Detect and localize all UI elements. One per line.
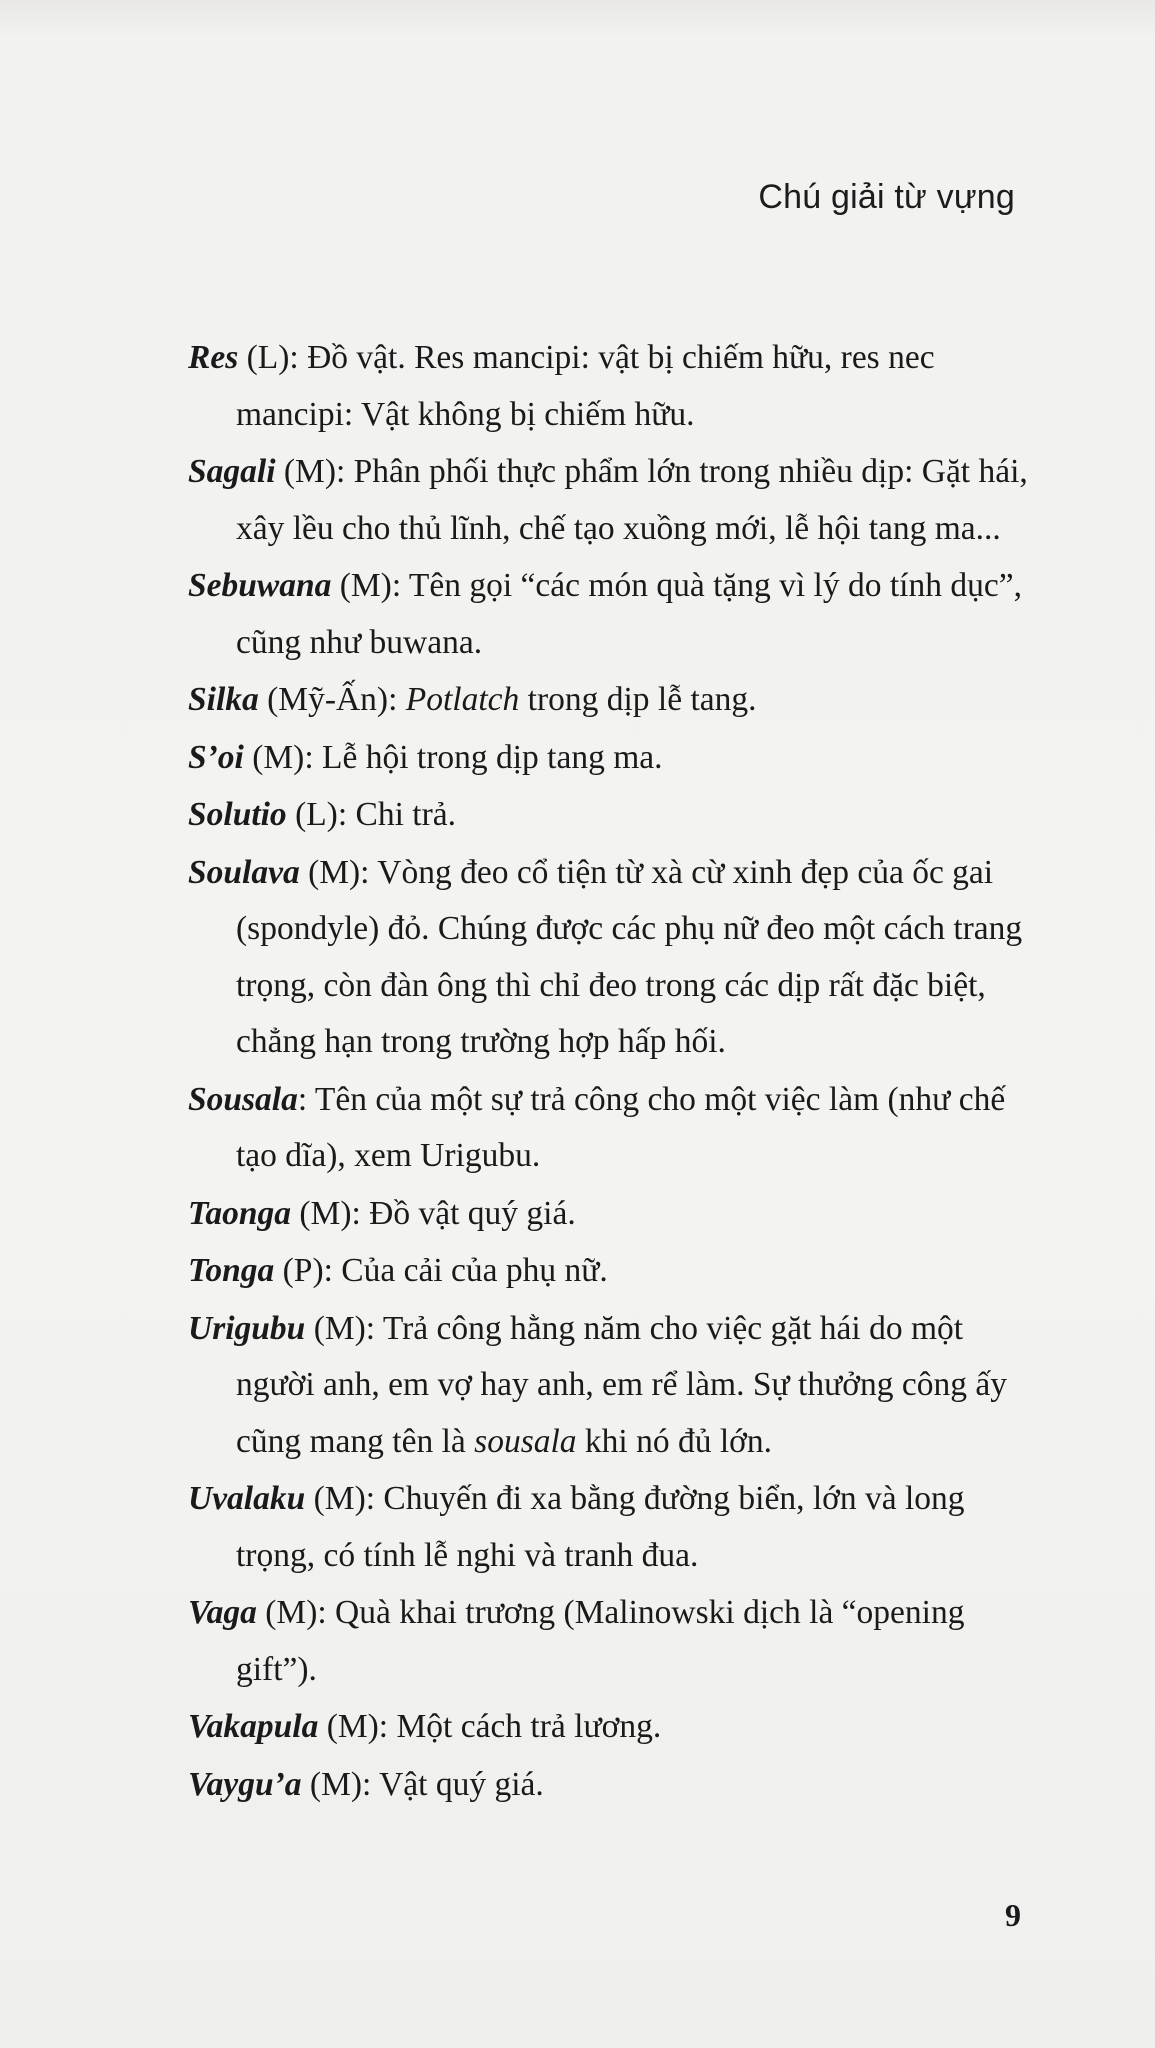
entry-definition: : Tên của một sự trả công cho một việc làm (như chế tạo dĩa), xem Urigubu. <box>236 1080 1006 1174</box>
glossary-entry <box>188 558 1028 671</box>
glossary-entry <box>188 444 1028 557</box>
entry-term: Sousala <box>188 1080 298 1118</box>
entry-definition-tail: trong dịp lễ tang. <box>519 681 757 718</box>
entry-definition: (M): Đồ vật quý giá. <box>291 1194 576 1232</box>
glossary-entry <box>188 330 1028 443</box>
glossary-entry <box>188 1585 1028 1698</box>
page-number: 9 <box>1005 1897 1021 1933</box>
glossary-entry <box>188 1243 1028 1300</box>
entry-term: Soulava <box>188 853 300 891</box>
glossary-entry <box>188 672 1028 729</box>
glossary-entry <box>188 1072 1028 1185</box>
entry-definition: (P): Của cải của phụ nữ. <box>274 1252 608 1289</box>
glossary-entry <box>188 1699 1028 1756</box>
glossary-entry <box>188 1186 1028 1243</box>
entry-term: Solutio <box>188 796 287 833</box>
entry-term: Tonga <box>188 1252 275 1289</box>
entry-term: Sebuwana <box>188 567 332 604</box>
entry-definition: (M): Quà khai trương (Malinowski dịch là “opening gift”). <box>236 1594 965 1688</box>
glossary-entry <box>188 1757 1028 1814</box>
entry-definition-italic: Potlatch <box>405 681 520 718</box>
entry-definition: (M): Chuyến đi xa bằng đường biển, lớn và long trọng, có tính lễ nghi và tranh đua. <box>236 1480 965 1574</box>
entry-term: Vaga <box>188 1594 257 1631</box>
entry-definition: (L): Đồ vật. Res mancipi: vật bị chiếm hữu, res nec mancipi: Vật không bị chiếm hữu. <box>236 339 935 433</box>
glossary-entry <box>188 1301 1028 1471</box>
running-header: Chú giải từ vựng <box>758 178 1015 216</box>
glossary-list <box>188 330 1028 1814</box>
entry-definition: (L): Chi trả. <box>286 796 457 833</box>
entry-definition: (M): Trả công hằng năm cho việc gặt hái do một người anh, em vợ hay anh, em rể làm. Sự thưởng công ấy cũng mang tên là <box>236 1309 1007 1460</box>
entry-definition: (Mỹ-Ấn): <box>258 681 406 718</box>
entry-term: Vakapula <box>188 1708 319 1745</box>
entry-term: S’oi <box>188 738 244 776</box>
entry-term: Uvalaku <box>188 1480 306 1517</box>
entry-definition: (M): Lễ hội trong dịp tang ma. <box>243 738 663 776</box>
entry-term: Taonga <box>188 1194 292 1232</box>
entry-term: Urigubu <box>188 1309 306 1347</box>
glossary-entry <box>188 730 1028 787</box>
glossary-entry <box>188 787 1028 844</box>
entry-definition-italic: sousala <box>474 1422 577 1460</box>
entry-definition-tail: khi nó đủ lớn. <box>576 1422 773 1460</box>
entry-term: Silka <box>188 681 259 718</box>
entry-term: Vaygu’a <box>188 1765 302 1803</box>
entry-definition: (M): Vòng đeo cổ tiện từ xà cừ xinh đẹp của ốc gai (spondyle) đỏ. Chúng được các phụ nữ đeo một cách trang trọng, còn đàn ông thì chỉ đeo trong các dịp rất đặc biệt, chẳng hạn trong trường hợp hấp hối. <box>236 853 1023 1060</box>
entry-definition: (M): Vật quý giá. <box>301 1765 544 1803</box>
entry-definition: (M): Tên gọi “các món quà tặng vì lý do tính dục”, cũng như buwana. <box>236 567 1022 661</box>
entry-definition: (M): Một cách trả lương. <box>318 1708 662 1745</box>
glossary-entry <box>188 845 1028 1071</box>
entry-definition: (M): Phân phối thực phẩm lớn trong nhiều dịp: Gặt hái, xây lều cho thủ lĩnh, chế tạo xuồng mới, lễ hội tang ma... <box>236 453 1028 547</box>
entry-term: Res <box>188 339 239 376</box>
entry-term: Sagali <box>188 453 276 490</box>
glossary-entry <box>188 1471 1028 1584</box>
